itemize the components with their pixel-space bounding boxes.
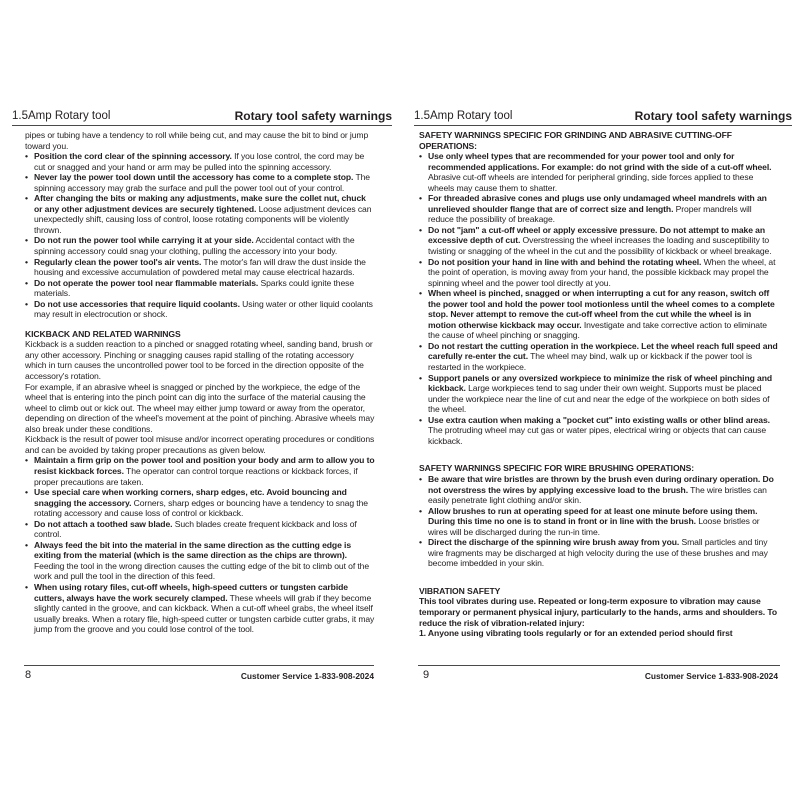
intro-paragraph: pipes or tubing have a tendency to roll while being cut, and may cause the bit to bind or jump toward you. xyxy=(25,130,369,151)
bullet-icon: • xyxy=(419,288,422,299)
footer-divider xyxy=(24,665,374,666)
warning-emphasis: Position the cord clear of the spinning accessory. xyxy=(34,151,232,162)
warning-emphasis: Maintain a firm grip on the power tool and position your body and arm to allow you to resist kickback forces. xyxy=(34,455,375,476)
warning-list-item xyxy=(25,151,375,172)
warning-list-item xyxy=(25,540,375,582)
warning-emphasis: Regularly clean the power tool's air vents. xyxy=(34,256,202,267)
warning-list-item xyxy=(419,341,779,373)
header-product-title: 1.5Amp Rotary tool xyxy=(12,110,111,122)
warning-emphasis: Do not attach a toothed saw blade. xyxy=(34,518,173,529)
warning-list-item xyxy=(25,235,375,256)
vibration-paragraph: This tool vibrates during use. Repeated or long-term exposure to vibration may cause temporary or permanent physical injury, particularly to the hands, arms and shoulders. To reduce the risk of vibration-related injury: xyxy=(419,596,778,628)
warning-emphasis: Use extra caution when making a "pocket cut" into existing walls or other blind areas. xyxy=(428,414,770,425)
page-number: 8 xyxy=(25,669,32,681)
left-text-column xyxy=(25,130,375,635)
bullet-icon: • xyxy=(25,539,28,550)
right-text-column xyxy=(419,130,779,639)
warning-emphasis: Do not operate the power tool near flammable materials. xyxy=(34,277,259,288)
warning-emphasis: Always feed the bit into the material in the same direction as the cutting edge is exiting from the material (which is the same direction as the chips are thrown). xyxy=(34,539,351,561)
warning-emphasis: Direct the discharge of the spinning wire brush away from you. xyxy=(428,537,680,548)
warning-list-item xyxy=(25,455,375,487)
brushing-heading: SAFETY WARNINGS SPECIFIC FOR WIRE BRUSHING OPERATIONS: xyxy=(419,463,695,474)
warning-explanation: Accidental contact with the spinning accessory could snag your clothing, pulling the accessory into your body. xyxy=(34,235,355,257)
warning-explanation: Overstressing the wheel increases the loading and susceptibility to twisting or snagging of the wheel in the cut and the possibility of kickback or wheel breakage. xyxy=(428,235,772,257)
warning-list-item xyxy=(25,172,375,193)
page-footer xyxy=(0,668,400,682)
header-divider xyxy=(414,125,792,126)
warning-emphasis: Do not use accessories that require liquid coolants. xyxy=(34,298,240,309)
general-warnings-list xyxy=(25,151,375,320)
bullet-icon: • xyxy=(419,224,422,235)
bullet-icon: • xyxy=(25,277,28,288)
bullet-icon: • xyxy=(25,172,28,183)
warning-explanation: The protruding wheel may cut gas or water pipes, electrical wiring or objects that can cause kickback. xyxy=(428,425,767,446)
page-header xyxy=(0,109,400,125)
brushing-warnings-list xyxy=(419,474,779,569)
page-right xyxy=(400,0,800,800)
header-divider xyxy=(12,125,392,126)
warning-emphasis: Use special care when working corners, sharp edges, etc. Avoid bouncing and snagging the accessory. xyxy=(34,487,347,508)
warning-list-item xyxy=(25,278,375,299)
warning-explanation: Investigate and take corrective action to eliminate the cause of wheel pinching or snagging. xyxy=(428,319,767,341)
warning-emphasis: When wheel is pinched, snagged or when interrupting a cut for any reason, switch off the power tool and hold the power tool motionless until the wheel comes to a complete stop. Never attempt to remove the cut-off wheel from the cut while the wheel is in motion otherwise kickback may occur. xyxy=(428,288,775,330)
warning-explanation: Using water or other liquid coolants may result in electrocution or shock. xyxy=(34,298,373,320)
warning-emphasis: After changing the bits or making any adjustments, make sure the collet nut, chuck or any other adjustment devices are securely tightened. xyxy=(34,193,366,214)
warning-emphasis: When using rotary files, cut-off wheels, high-speed cutters or tungsten carbide cutters, always have the work securely clamped. xyxy=(34,581,348,603)
vibration-heading: VIBRATION SAFETY xyxy=(419,585,501,596)
bullet-icon: • xyxy=(25,518,28,529)
warning-emphasis: For threaded abrasive cones and plugs use only undamaged wheel mandrels with an unrelieved shoulder flange that are of correct size and length. xyxy=(428,193,767,214)
bullet-icon: • xyxy=(419,537,422,548)
warning-emphasis: Never lay the power tool down until the accessory has come to a complete stop. xyxy=(34,172,354,183)
bullet-icon: • xyxy=(25,455,28,466)
bullet-icon: • xyxy=(419,151,422,162)
warning-list-item xyxy=(25,257,375,278)
warning-list-item xyxy=(419,537,779,569)
kickback-warnings-list xyxy=(25,455,375,634)
warning-emphasis: Do not position your hand in line with and behind the rotating wheel. xyxy=(428,256,702,267)
warning-explanation: The wheel may bind, walk up or kickback if the power tool is restarted in the workpiece. xyxy=(428,351,752,373)
warning-emphasis: Be aware that wire bristles are thrown by the brush even during ordinary operation. Do not overstress the wires by applying excessive load to the brush. xyxy=(428,473,774,495)
page-number: 9 xyxy=(423,669,430,681)
warning-list-item xyxy=(419,373,779,415)
bullet-icon: • xyxy=(25,193,28,204)
warning-list-item xyxy=(25,487,375,519)
bullet-icon: • xyxy=(25,256,28,267)
bullet-icon: • xyxy=(25,235,28,246)
warning-emphasis: Do not run the power tool while carrying it at your side. xyxy=(34,235,254,246)
warning-explanation: Loose adjustment devices can unexpectedly shift, causing loss of control, loose rotating components will be violently thrown. xyxy=(34,203,372,235)
warning-explanation: The wire bristles can easily penetrate light clothing and/or skin. xyxy=(428,484,767,506)
warning-explanation: The operator can control torque reactions or kickback forces, if proper precautions are taken. xyxy=(34,465,358,487)
warning-emphasis: Allow brushes to run at operating speed for at least one minute before using them. During this time no one is to stand in front or in line with the brush. xyxy=(428,505,758,527)
warning-emphasis: Do not "jam" a cut-off wheel or apply excessive pressure. Do not attempt to make an excessive depth of cut. xyxy=(428,224,765,246)
bullet-icon: • xyxy=(419,505,422,516)
warning-list-item xyxy=(419,474,779,506)
bullet-icon: • xyxy=(25,487,28,498)
bullet-icon: • xyxy=(419,193,422,204)
warning-list-item xyxy=(25,193,375,235)
warning-explanation: These wheels will grab if they become slightly canted in the groove, and can kickback. When a cut-off wheel grabs, the wheel itself usually breaks. When a rotary file, high-speed cutter or tungsten carbide cutter grabs, it may jump from the groove and you could lose control of the tool. xyxy=(34,592,375,635)
bullet-icon: • xyxy=(419,372,422,383)
header-section-title: Rotary tool safety warnings xyxy=(634,109,792,123)
warning-explanation: Small particles and tiny wire fragments may be discharged at high velocity during the use of these brushes and may become imbedded in your skin. xyxy=(428,537,768,569)
bullet-icon: • xyxy=(419,340,422,351)
bullet-icon: • xyxy=(419,414,422,425)
warning-explanation: Proper mandrels will reduce the possibility of breakage. xyxy=(428,203,752,225)
warning-list-item xyxy=(419,415,779,447)
warning-explanation: Large workpieces tend to sag under their own weight. Supports must be placed under the workpiece near the line of cut and near the edge of the workpiece on both sides of the wheel. xyxy=(428,383,770,415)
grinding-warnings-list xyxy=(419,151,779,446)
page-header xyxy=(400,109,800,125)
warning-explanation: Abrasive cut-off wheels are intended for peripheral grinding, side forces applied to these wheels may cause them to shatter. xyxy=(428,172,754,193)
warning-explanation: When the wheel, at the point of operation, is moving away from your hand, the possible kickback may propel the spinning wheel and the power tool directly at you. xyxy=(428,256,776,288)
warning-list-item xyxy=(25,299,375,320)
warning-explanation: The spinning accessory may grab the surface and pull the power tool out of your control. xyxy=(34,172,370,193)
warning-explanation: Loose bristles or wires will be discharged during the run-in time. xyxy=(428,516,760,537)
warning-list-item xyxy=(419,193,779,225)
warning-list-item xyxy=(419,288,779,341)
bullet-icon: • xyxy=(25,151,28,162)
header-product-title: 1.5Amp Rotary tool xyxy=(414,110,513,122)
warning-explanation: Sparks could ignite these materials. xyxy=(34,277,355,299)
page-footer xyxy=(400,668,800,682)
bullet-icon: • xyxy=(419,473,422,484)
bullet-icon: • xyxy=(419,256,422,267)
customer-service-text: Customer Service 1-833-908-2024 xyxy=(644,671,778,681)
warning-list-item xyxy=(25,519,375,540)
warning-list-item xyxy=(419,257,779,289)
kickback-paragraph-3: Kickback is the result of power tool misuse and/or incorrect operating procedures or conditions and can be avoided by taking proper precautions as given below. xyxy=(25,434,375,455)
kickback-heading: KICKBACK AND RELATED WARNINGS xyxy=(25,328,181,339)
bullet-icon: • xyxy=(25,298,28,309)
warning-list-item xyxy=(419,151,779,193)
warning-explanation: Such blades create frequent kickback and loss of control. xyxy=(34,518,357,540)
warning-emphasis: Use only wheel types that are recommended for your power tool and only for recommended applications. For example: do not grind with the side of a cut-off wheel. xyxy=(428,151,772,172)
kickback-paragraph-1: Kickback is a sudden reaction to a pinched or snagged rotating wheel, sanding band, brush or any other accessory. Pinching or snagging causes rapid stalling of the rotating accessory which in turn causes the uncontrolled power tool to be forced in the direction opposite of the accessory's rotation. xyxy=(25,339,373,382)
warning-explanation: The motor's fan will draw the dust inside the housing and excessive accumulation of powdered metal may cause electrical hazards. xyxy=(34,256,366,278)
vibration-item-1: 1. Anyone using vibrating tools regularly or for an extended period should first xyxy=(419,628,733,639)
warning-list-item xyxy=(419,506,779,538)
warning-explanation: Feeding the tool in the wrong direction causes the cutting edge of the bit to climb out of the work and pull the tool in the direction of this feed. xyxy=(34,560,370,582)
warning-emphasis: Do not restart the cutting operation in the workpiece. Let the wheel reach full speed and carefully re-enter the cut. xyxy=(428,340,778,362)
header-section-title: Rotary tool safety warnings xyxy=(234,109,392,123)
bullet-icon: • xyxy=(25,581,28,592)
grinding-heading: SAFETY WARNINGS SPECIFIC FOR GRINDING AND ABRASIVE CUTTING-OFF OPERATIONS: xyxy=(419,130,732,151)
warning-emphasis: Support panels or any oversized workpiece to minimize the risk of wheel pinching and kickback. xyxy=(428,372,773,394)
kickback-paragraph-2: For example, if an abrasive wheel is snagged or pinched by the workpiece, the edge of the wheel that is entering into the pinch point can dig into the surface of the material causing the wheel to climb out or kick out. The wheel may either jump toward or away from the operator, depending on direction of the wheel's movement at the point of pinching. Abrasive wheels may also break under these conditions. xyxy=(25,381,375,434)
warning-explanation: If you lose control, the cord may be cut or snagged and your hand or arm may be pulled into the spinning accessory. xyxy=(34,151,365,172)
warning-list-item xyxy=(25,582,375,635)
warning-explanation: Corners, sharp edges or bouncing have a tendency to snag the rotating accessory and cause loss of control or kickback. xyxy=(34,497,368,519)
warning-list-item xyxy=(419,225,779,257)
footer-divider xyxy=(418,665,780,666)
customer-service-text: Customer Service 1-833-908-2024 xyxy=(240,671,374,681)
